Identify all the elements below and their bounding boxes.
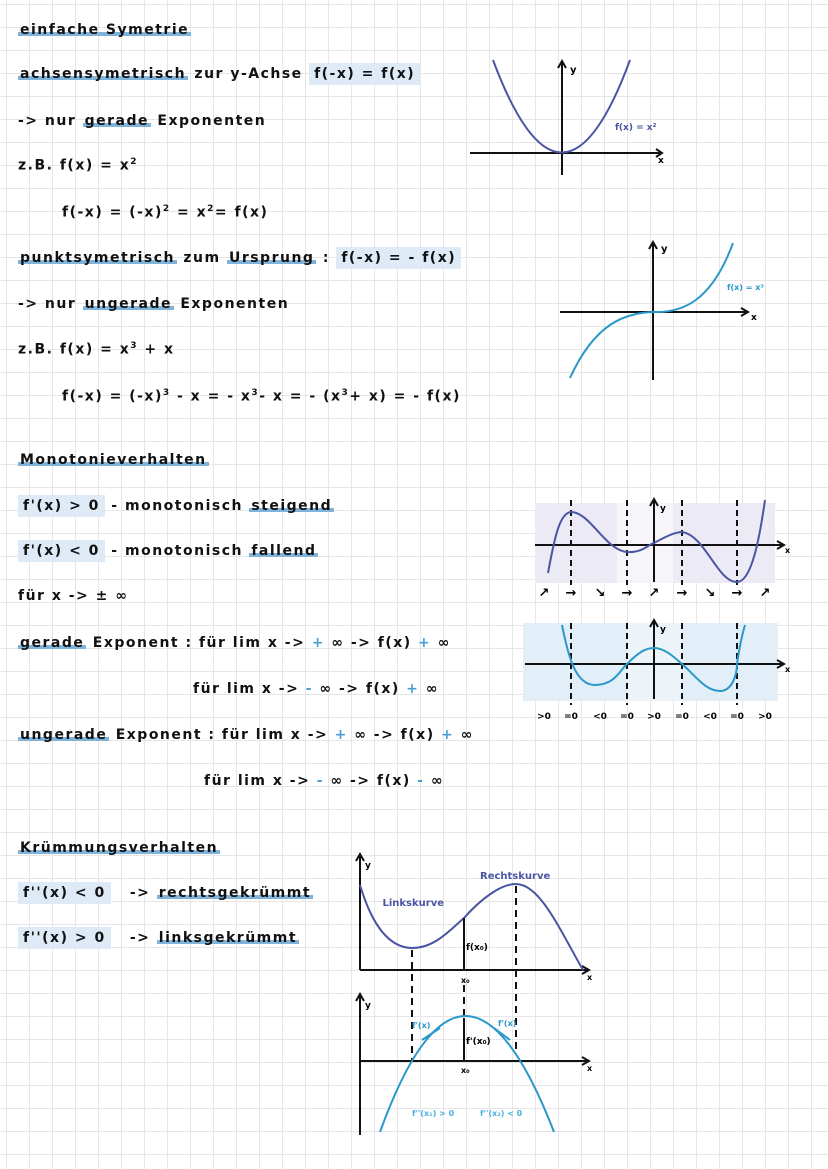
trend-arrow: →	[565, 586, 577, 601]
point-symmetry-line: punktsymetrisch zum Ursprung : f(-x) = - f(x)	[18, 250, 461, 266]
svg-text:f'(x): f'(x)	[498, 1019, 517, 1028]
sign-label: =0	[675, 712, 689, 722]
even-exponent-line: gerade Exponent : für lim x -> + ∞ -> f(x) + ∞	[20, 635, 451, 651]
point-example-line: z.B. $f(x) = x^3 + x$	[18, 341, 175, 358]
svg-text:f'(x): f'(x)	[412, 1021, 431, 1030]
trend-arrow: ↗	[648, 586, 660, 601]
right-condition-label: f''(x₂) < 0	[480, 1109, 523, 1118]
sign-label: =0	[620, 712, 634, 722]
point-rule-line: -> nur ungerade Exponenten	[18, 296, 290, 312]
right-curved-line: f''(x) < 0 -> rechtsgekrümmt	[18, 885, 313, 901]
sign-label: <0	[593, 712, 607, 722]
cubic-curve	[570, 243, 733, 378]
function-label: f(x) = x²	[615, 123, 657, 133]
svg-text:f(x₀): f(x₀)	[466, 943, 488, 953]
section-title-curvature: Krümmungsverhalten	[20, 840, 219, 856]
even-exponent-line-2: für lim x -> - ∞ -> f(x) + ∞	[193, 681, 439, 697]
odd-exponent-line: ungerade Exponent : für lim x -> + ∞ -> f(x) + ∞	[20, 727, 474, 743]
svg-text:x₀: x₀	[461, 1066, 470, 1075]
svg-text:x: x	[785, 665, 791, 674]
trend-arrow: ↗	[759, 586, 771, 601]
section-title-monotony: Monotonieverhalten	[20, 452, 207, 468]
y-label: y	[661, 244, 668, 255]
parabola-graph	[460, 55, 680, 180]
svg-text:f'(x₀): f'(x₀)	[466, 1037, 491, 1047]
left-condition-label: f''(x₁) > 0	[412, 1109, 455, 1118]
curvature-graphs	[340, 840, 600, 1140]
sign-label: >0	[758, 712, 772, 722]
odd-exponent-line-2: für lim x -> - ∞ -> f(x) - ∞	[204, 773, 445, 789]
trend-arrow: ↗	[538, 586, 550, 601]
axis-symmetry-line: achsensymetrisch zur y-Achse f(-x) = f(x)	[18, 66, 420, 82]
svg-text:x: x	[785, 546, 791, 555]
svg-text:y: y	[365, 1001, 371, 1011]
monotony-graphs	[520, 495, 820, 725]
trend-arrow: →	[621, 586, 633, 601]
left-curved-line: f''(x) > 0 -> linksgekrümmt	[18, 930, 299, 946]
falling-line: f'(x) < 0 - monotonisch fallend	[18, 543, 318, 559]
function-curve	[360, 884, 583, 970]
sign-label: >0	[537, 712, 551, 722]
svg-text:y: y	[660, 504, 666, 514]
section-title-symmetry: einfache Symetrie	[20, 22, 190, 38]
y-label: y	[570, 65, 577, 76]
svg-text:x: x	[587, 1064, 593, 1073]
function-label: f(x) = x³	[727, 283, 764, 292]
svg-text:y: y	[365, 861, 371, 871]
trend-arrow: ↘	[594, 586, 606, 601]
point-derivation-line: $f(-x) = (-x)^3 - x$ = - $x^3-$ x = - $(x^3+ x)$ = - f(x)	[62, 388, 461, 405]
right-curve-label: Rechtskurve	[480, 871, 551, 882]
svg-text:x₀: x₀	[461, 976, 470, 985]
rising-line: f'(x) > 0 - monotonisch steigend	[18, 498, 334, 514]
cubic-graph	[555, 238, 785, 383]
axis-derivation-line: $f(-x) = (-x)^2 = x^2= f(x)$	[62, 204, 269, 221]
left-curve-label: Linkskurve	[382, 898, 444, 909]
trend-arrow: →	[676, 586, 688, 601]
svg-text:x: x	[587, 973, 593, 982]
axis-example-line: z.B. $f(x) = x^2$	[18, 157, 139, 174]
x-label: x	[658, 156, 664, 166]
trend-arrow: →	[731, 586, 743, 601]
sign-label: <0	[703, 712, 717, 722]
sign-label: =0	[564, 712, 578, 722]
svg-text:y: y	[660, 625, 666, 635]
trend-arrow: ↘	[704, 586, 716, 601]
sign-label: =0	[730, 712, 744, 722]
sign-label: >0	[647, 712, 661, 722]
limit-line: für x -> ± ∞	[18, 588, 129, 604]
x-label: x	[751, 313, 757, 323]
axis-rule-line: -> nur gerade Exponenten	[18, 113, 267, 129]
